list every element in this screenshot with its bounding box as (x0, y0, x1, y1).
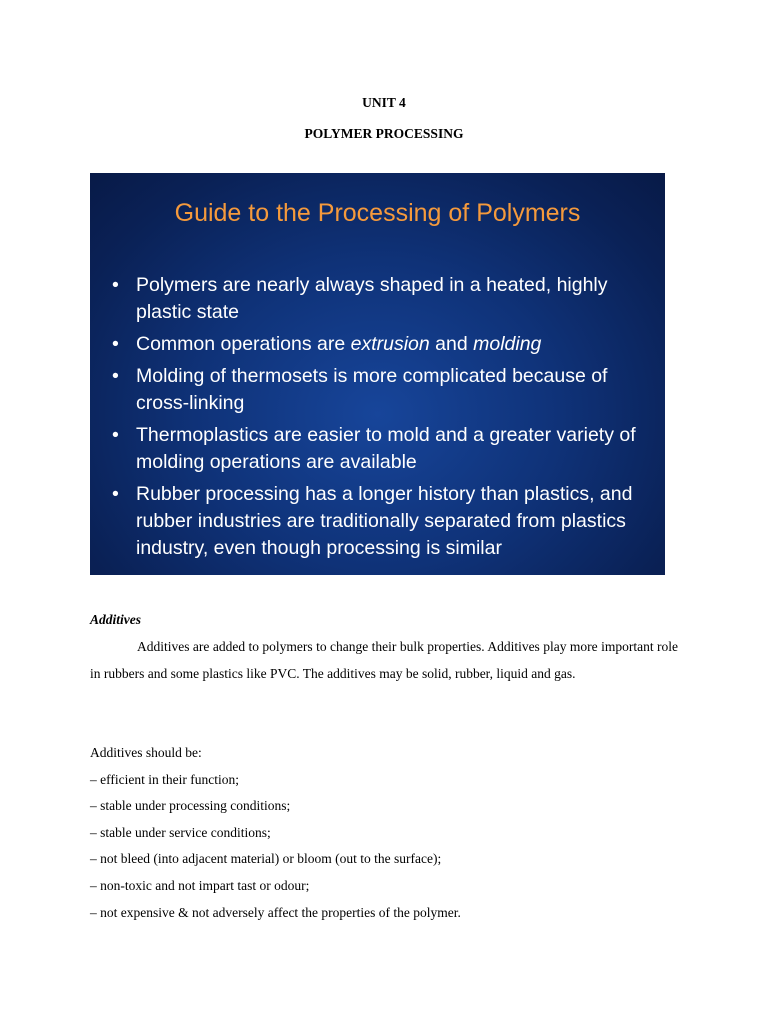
requirements-list (90, 740, 678, 926)
list-item: – not bleed (into adjacent material) or bloom (out to the surface); (90, 851, 442, 867)
slide-bullet (112, 363, 652, 417)
bullet-icon: • (112, 333, 119, 355)
slide-image (90, 173, 665, 575)
document-title: POLYMER PROCESSING (304, 126, 464, 141)
bullet-icon: • (112, 483, 119, 505)
slide-bullet-list (112, 272, 652, 567)
section-heading: Additives (90, 612, 141, 627)
slide-bullet (112, 422, 652, 476)
list-item: – stable under processing conditions; (90, 798, 291, 814)
additives-paragraph: Additives are added to polymers to change their bulk properties. Additives play more important role in rubbers and some plastics like PVC. The additives may be solid, rubber, liquid and gas. (90, 639, 678, 681)
list-item: – not expensive & not adversely affect the properties of the polymer. (90, 904, 461, 920)
slide-bullet-text: Thermoplastics are easier to mold and a greater variety of molding operations are available (136, 424, 636, 473)
slide-bullet-text: Common operations are extrusion and molding (136, 333, 542, 355)
slide-bullet (112, 481, 652, 562)
list-item: – non-toxic and not impart tast or odour; (90, 877, 310, 893)
unit-label: UNIT 4 (362, 95, 406, 110)
bullet-icon: • (112, 424, 119, 446)
slide-bullet-text: Rubber processing has a longer history than plastics, and rubber industries are traditionally separated from plastics industry, even though processing is similar (136, 483, 633, 559)
slide-bullet-text: Polymers are nearly always shaped in a heated, highly plastic state (136, 274, 608, 323)
list-intro: Additives should be: (90, 745, 202, 760)
document-header (0, 92, 768, 145)
list-item: – efficient in their function; (90, 771, 239, 787)
slide-bullet-text: Molding of thermosets is more complicated because of cross-linking (136, 365, 608, 414)
slide-bullet (112, 272, 652, 326)
slide-bullet (112, 331, 652, 358)
bullet-icon: • (112, 365, 119, 387)
list-item: – stable under service conditions; (90, 824, 271, 840)
slide-title: Guide to the Processing of Polymers (174, 199, 581, 227)
bullet-icon: • (112, 274, 119, 296)
